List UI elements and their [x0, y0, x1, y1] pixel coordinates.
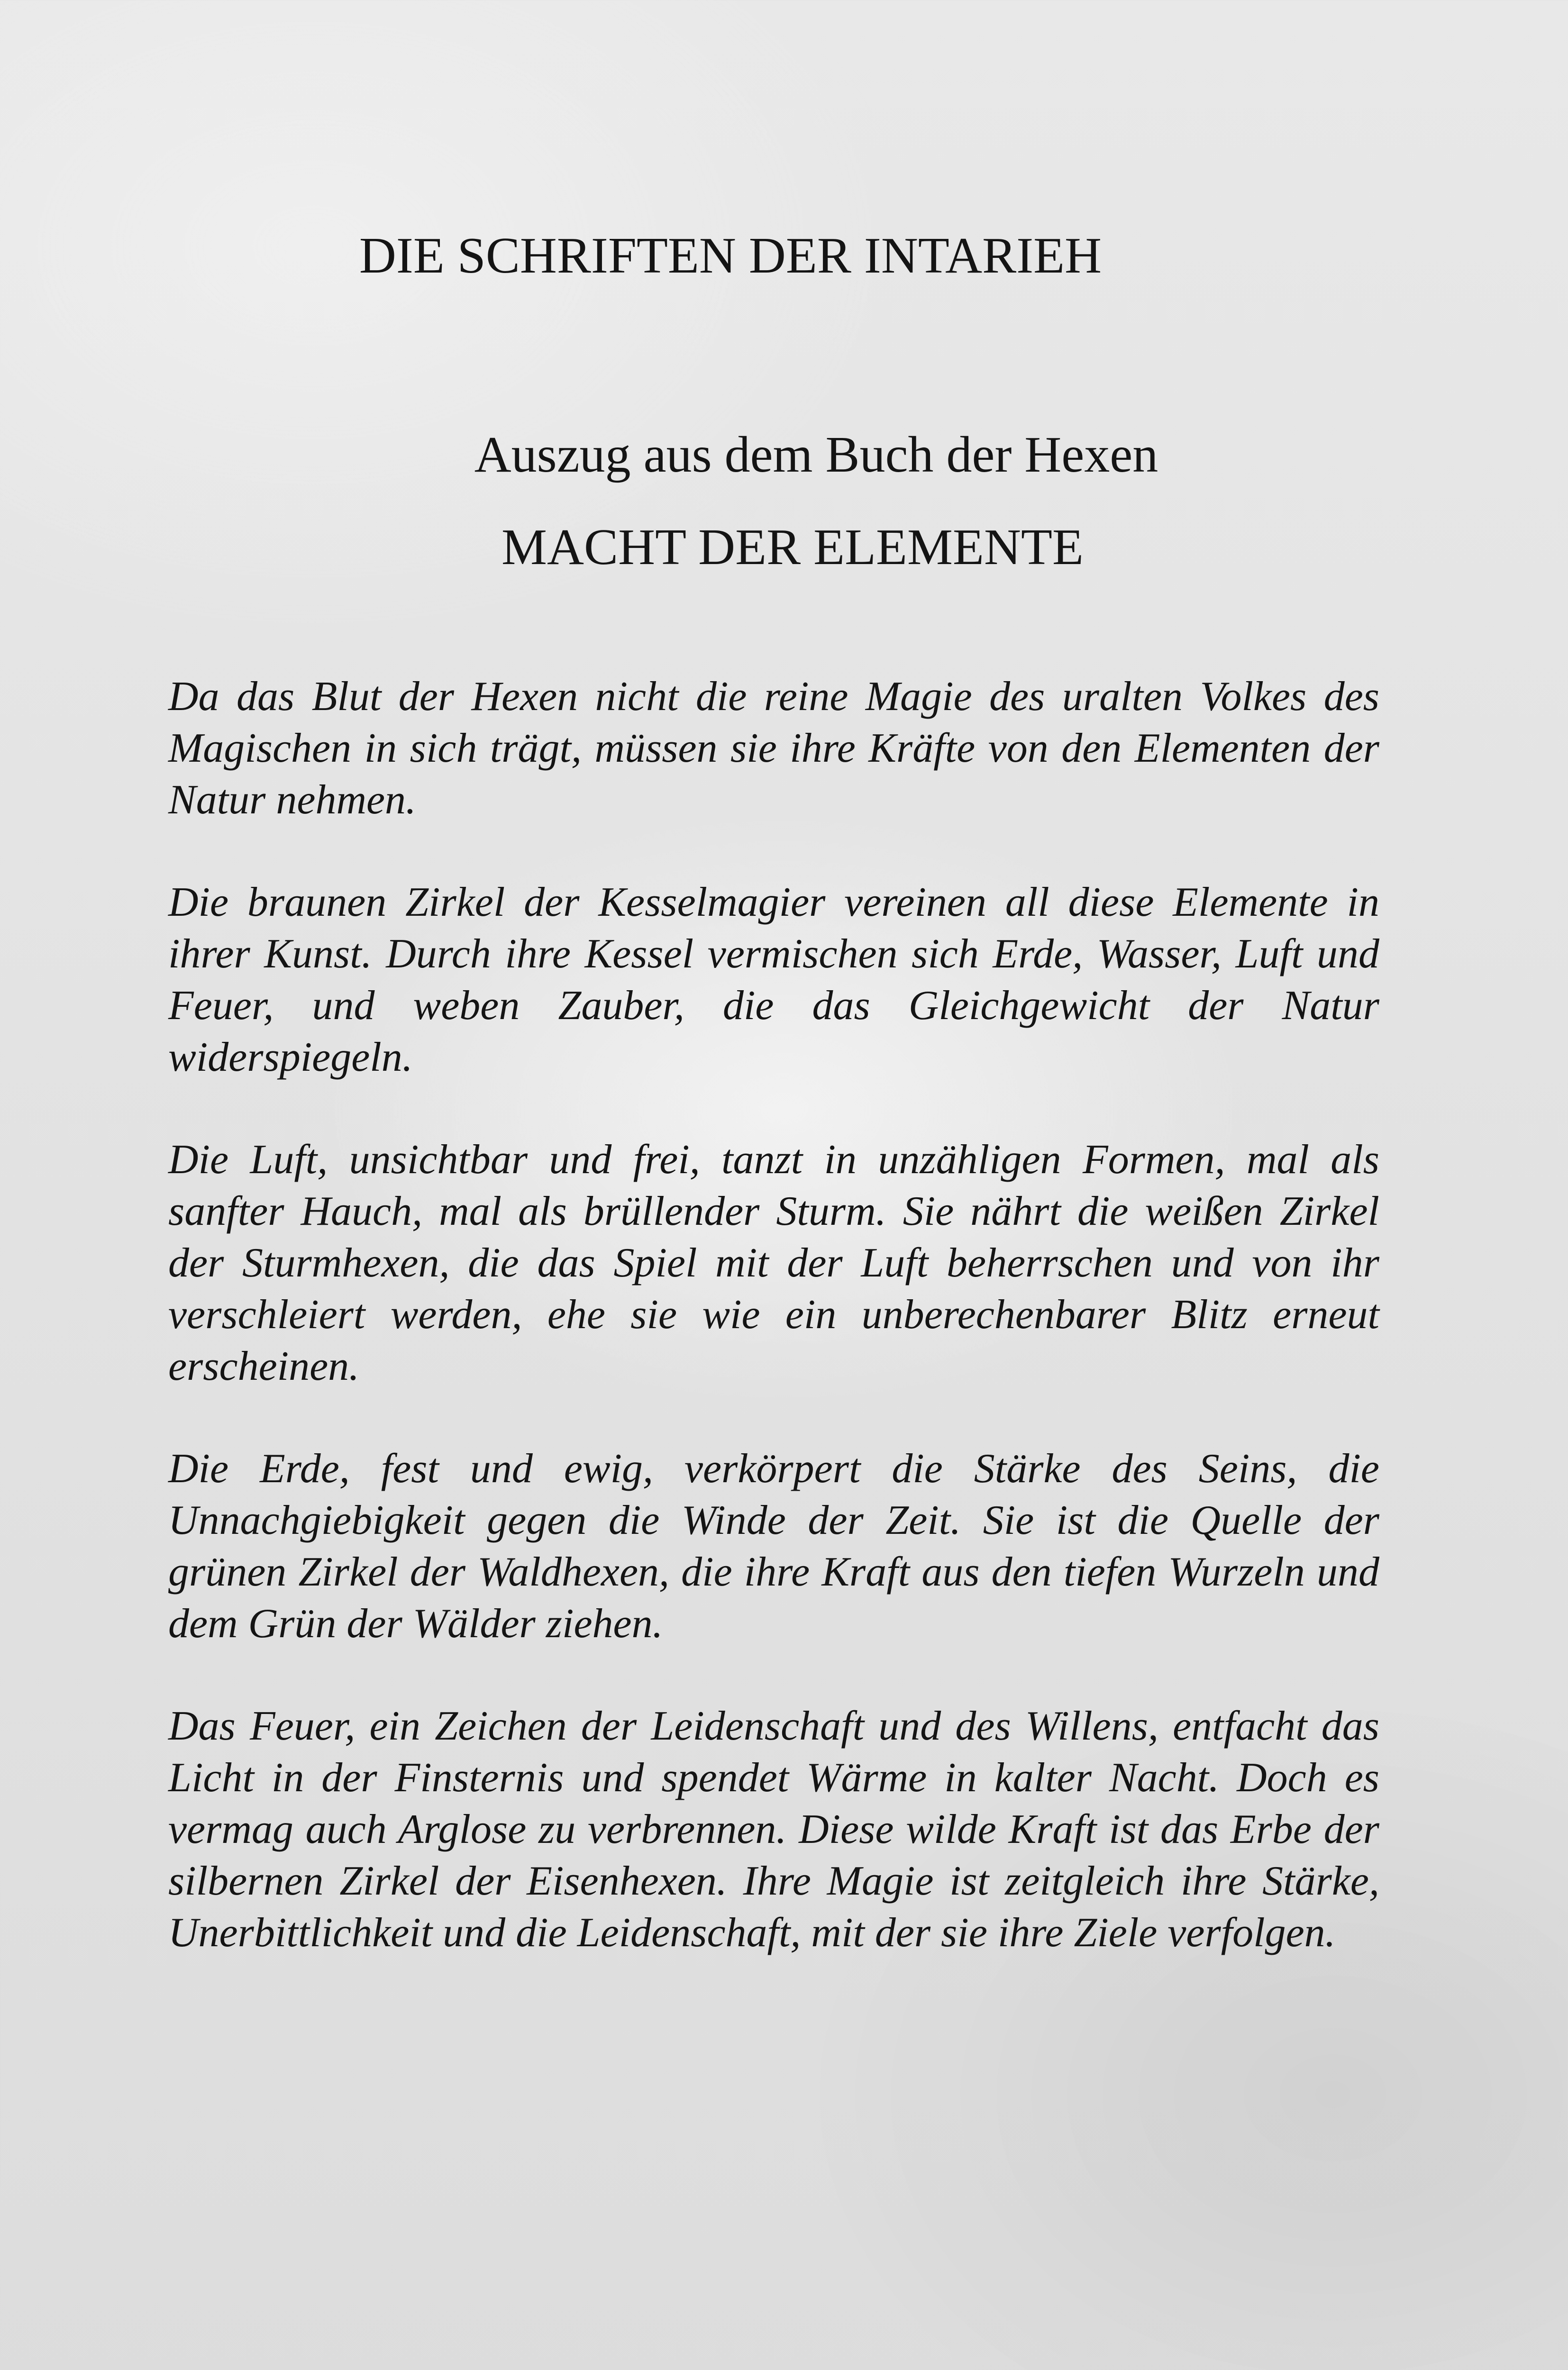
paragraph: Das Feuer, ein Zeichen der Leidenschaft und des Willens, entfacht das Licht in der Finsternis und spendet Wärme in kalter Nacht. Doch es vermag auch Arglose zu verbrennen. Diese wilde Kraft ist das Erbe der silbernen Zirkel der Eisenhexen. Ihre Magie ist zeitgleich ihre Stärke, Unerbittlichkeit und die Leidenschaft, mit der sie ihre Ziele verfolgen. [168, 1703, 1379, 1956]
body-text [168, 671, 1379, 2009]
section-title: MACHT DER ELEMENTE [501, 519, 1084, 575]
paragraph: Da das Blut der Hexen nicht die reine Magie des uralten Volkes des Magischen in sich trägt, müssen sie ihre Kräfte von den Elementen der Natur nehmen. [168, 674, 1379, 823]
document-title: DIE SCHRIFTEN DER INTARIEH [359, 228, 1102, 284]
paragraph: Die braunen Zirkel der Kesselmagier vereinen all diese Elemente in ihrer Kunst. Durch ihre Kessel vermischen sich Erde, Wasser, Luft und Feuer, und weben Zauber, die das Gleichgewicht der Natur widerspiegeln. [168, 879, 1379, 1080]
paragraph: Die Erde, fest und ewig, verkörpert die Stärke des Seins, die Unnachgiebigkeit gegen die Winde der Zeit. Sie ist die Quelle der grünen Zirkel der Waldhexen, die ihre Kraft aus den tiefen Wurzeln und dem Grün der Wälder ziehen. [168, 1446, 1379, 1647]
document-subtitle: Auszug aus dem Buch der Hexen [474, 427, 1158, 483]
paragraph: Die Luft, unsichtbar und frei, tanzt in unzähligen Formen, mal als sanfter Hauch, mal als brüllender Sturm. Sie nährt die weißen Zirkel der Sturmhexen, die das Spiel mit der Luft beherrschen und von ihr verschleiert werden, ehe sie wie ein unberechenbarer Blitz erneut erscheinen. [168, 1137, 1379, 1389]
